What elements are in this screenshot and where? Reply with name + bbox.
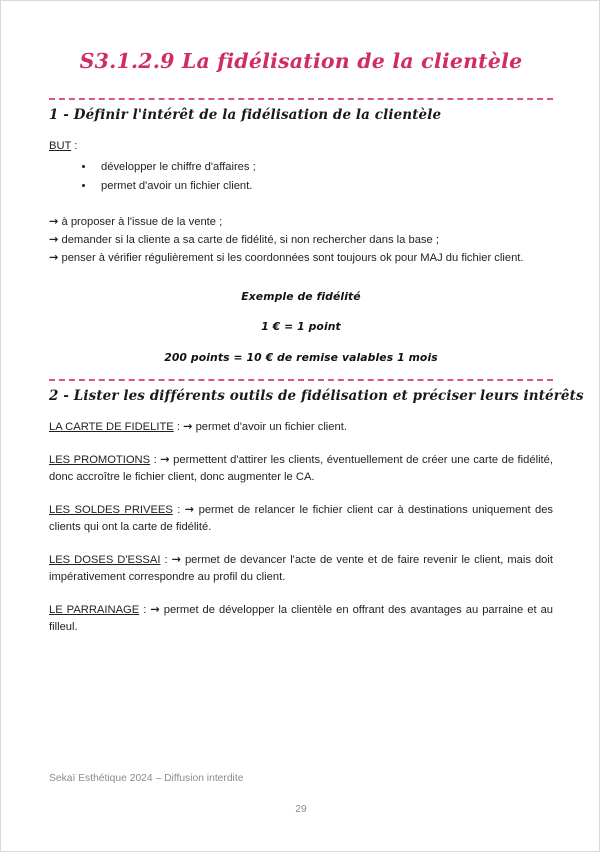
arrow-icon: → bbox=[150, 603, 160, 617]
tool-description: permet d'avoir un fichier client. bbox=[195, 421, 347, 434]
section-1-heading: 1 - Définir l'intérêt de la fidélisation de la clientèle bbox=[49, 106, 442, 123]
list-item bbox=[49, 501, 553, 536]
arrow-icon: → bbox=[49, 214, 59, 228]
arrow-note bbox=[49, 249, 553, 267]
list-item bbox=[49, 551, 553, 586]
arrow-note bbox=[49, 213, 553, 231]
tool-name: LES DOSES D'ESSAI bbox=[49, 554, 161, 567]
tool-separator: : bbox=[173, 421, 184, 434]
tool-separator: : bbox=[160, 554, 172, 567]
tool-name: LES SOLDES PRIVEES bbox=[49, 504, 173, 517]
tool-description: permet de développer la clientèle en offrant des avantages au parraine et au filleul. bbox=[49, 604, 554, 634]
tools-list bbox=[49, 418, 553, 636]
but-colon: : bbox=[71, 139, 78, 152]
page-content bbox=[49, 1, 584, 636]
example-line: 1 € = 1 point bbox=[261, 320, 341, 334]
example-line: 200 points = 10 € de remise valables 1 mois bbox=[164, 350, 438, 364]
section-1-body bbox=[49, 138, 553, 366]
page-title: S3.1.2.9 La fidélisation de la clientèle bbox=[79, 49, 523, 73]
example-title: Exemple de fidélité bbox=[241, 289, 361, 303]
tool-separator: : bbox=[139, 604, 151, 617]
section-2-heading: 2 - Lister les différents outils de fidélisation et préciser leurs intérêts bbox=[49, 388, 584, 405]
list-item bbox=[49, 451, 553, 486]
but-label-line bbox=[49, 138, 553, 155]
tool-name: LE PARRAINAGE bbox=[49, 604, 140, 617]
arrow-icon: → bbox=[171, 553, 181, 567]
but-label: BUT bbox=[49, 139, 72, 152]
tool-separator: : bbox=[172, 504, 185, 517]
arrow-note bbox=[49, 231, 553, 249]
arrow-note-text: à proposer à l'issue de la vente ; bbox=[61, 215, 223, 228]
arrow-notes-list bbox=[49, 213, 553, 267]
tool-description: permet de relancer le fichier client car à destinations uniquement des clients qui ont la carte de fidélité. bbox=[49, 504, 554, 534]
arrow-icon: → bbox=[49, 232, 59, 246]
footer-copyright: Sekaï Esthétique 2024 – Diffusion interdite bbox=[49, 773, 244, 784]
arrow-icon: → bbox=[49, 250, 59, 264]
tool-name: LES PROMOTIONS bbox=[49, 454, 151, 467]
page-number: 29 bbox=[295, 804, 307, 815]
tool-description: permettent d'attirer les clients, éventuellement de créer une carte de fidélité, donc accroître le fichier client, donc augmenter le CA. bbox=[49, 454, 553, 484]
tool-name: LA CARTE DE FIDELITE bbox=[49, 421, 174, 434]
arrow-icon: → bbox=[184, 503, 195, 517]
arrow-icon: → bbox=[160, 453, 170, 467]
list-item: • permet d'avoir un fichier client. bbox=[95, 178, 553, 195]
tool-description: permet de devancer l'acte de vente et de faire revenir le client, mais doit impérativement correspondre au profil du client. bbox=[49, 554, 553, 584]
list-item bbox=[49, 418, 553, 436]
arrow-note-text: demander si la cliente a sa carte de fidélité, si non rechercher dans la base ; bbox=[61, 233, 439, 246]
arrow-note-text: penser à vérifier régulièrement si les coordonnées sont toujours ok pour MAJ du fichier client. bbox=[61, 251, 524, 264]
arrow-icon: → bbox=[183, 420, 193, 434]
tool-separator: : bbox=[150, 454, 161, 467]
example-block bbox=[49, 289, 553, 366]
list-item: • développer le chiffre d'affaires ; bbox=[95, 159, 553, 176]
page-footer bbox=[49, 773, 553, 815]
list-item bbox=[49, 601, 553, 636]
but-bullet-list bbox=[49, 159, 553, 195]
